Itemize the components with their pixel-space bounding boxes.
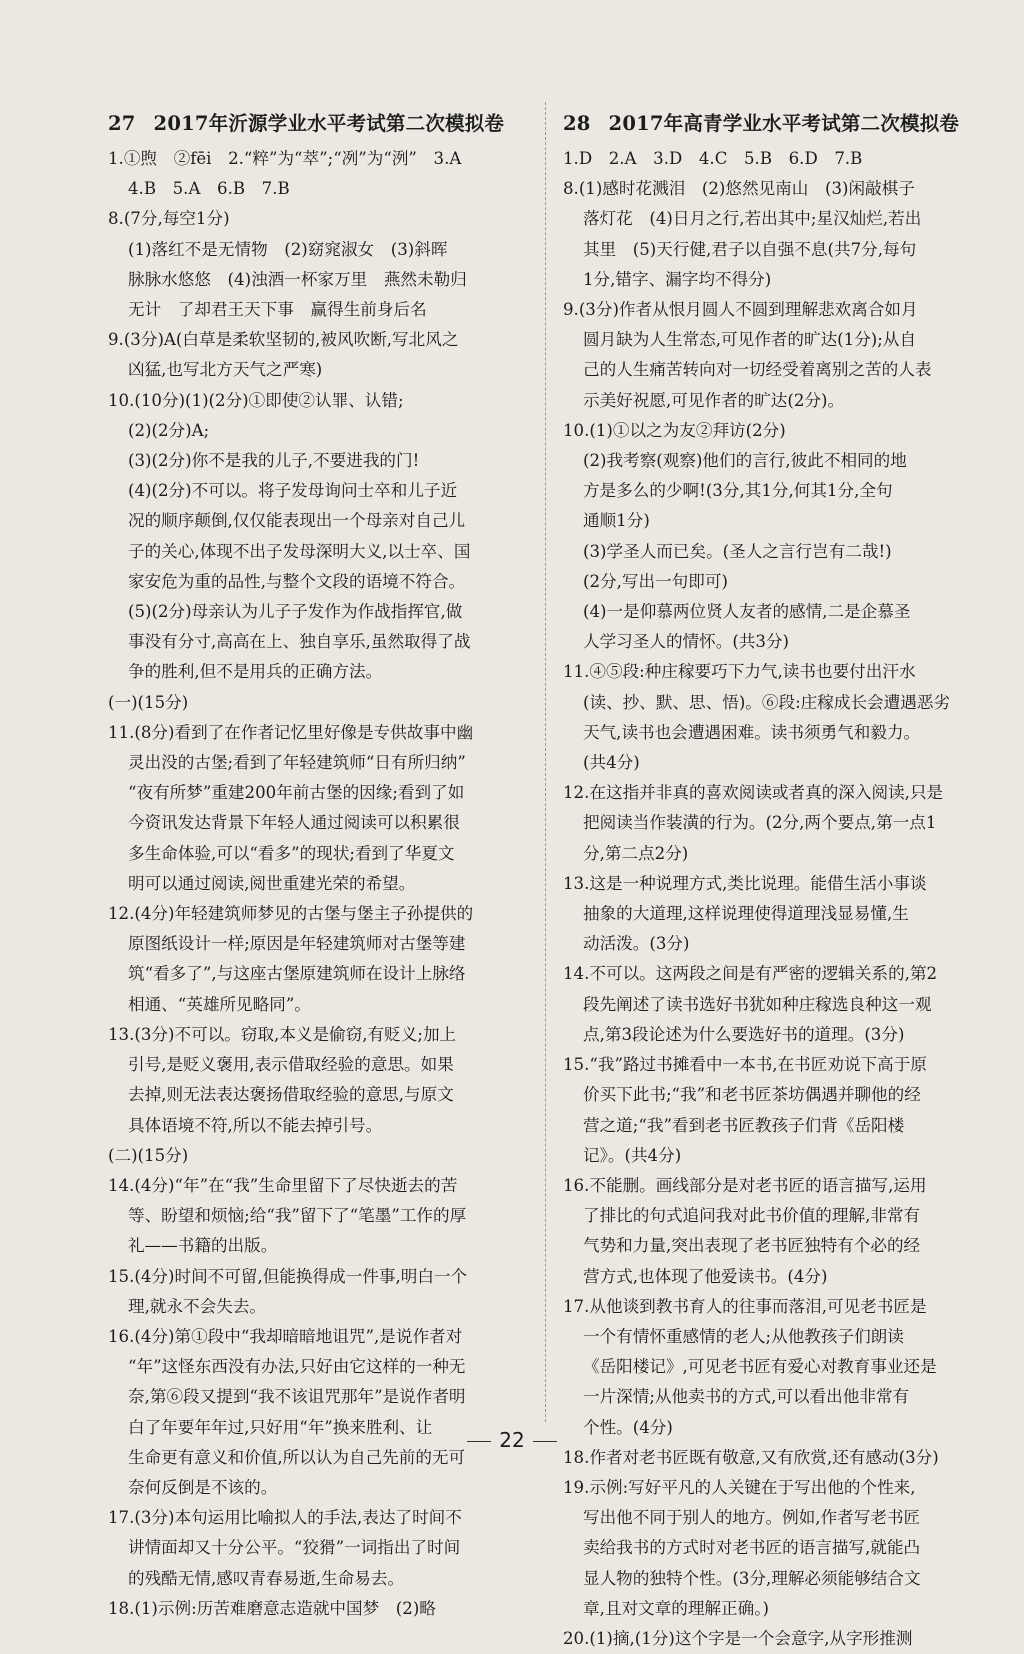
answer-line: 事没有分寸,高高在上、独自享乐,虽然取得了战 bbox=[128, 632, 471, 652]
answer-line: 分,第二点2分) bbox=[583, 843, 689, 863]
answer-line: (一)(15分) bbox=[108, 692, 189, 712]
page-number-dash-left bbox=[467, 1441, 491, 1443]
answer-line: 明可以通过阅读,阅世重建光荣的希望。 bbox=[128, 873, 416, 893]
answer-line: 理,就永不会失去。 bbox=[128, 1296, 267, 1316]
answer-line: 记》。(共4分) bbox=[583, 1145, 682, 1165]
answer-line: 15.“我”路过书摊看中一本书,在书匠劝说下高于原 bbox=[563, 1055, 927, 1075]
answer-line: 奈,第⑥段又提到“我不该诅咒那年”是说作者明 bbox=[128, 1387, 466, 1407]
answer-line: 8.(1)感时花溅泪 (2)悠然见南山 (3)闲敲棋子 bbox=[563, 179, 915, 199]
answer-line: 16.(4分)第①段中“我却暗暗地诅咒”,是说作者对 bbox=[108, 1326, 463, 1346]
answer-line: 礼——书籍的出版。 bbox=[128, 1236, 278, 1256]
page-number bbox=[0, 1428, 1024, 1452]
answer-line: 营之道;“我”看到老书匠教孩子们背《岳阳楼 bbox=[583, 1115, 905, 1135]
answer-line: 17.从他谈到教书育人的往事而落泪,可见老书匠是 bbox=[563, 1296, 927, 1316]
right-column bbox=[563, 108, 993, 1654]
answer-line: (共4分) bbox=[583, 753, 640, 773]
answer-line: 天气,读书也会遭遇困难。读书须勇气和毅力。 bbox=[583, 722, 921, 742]
answer-line: 12.在这指并非真的喜欢阅读或者真的深入阅读,只是 bbox=[563, 783, 944, 803]
right-section-title-text: 2017年高青学业水平考试第二次模拟卷 bbox=[608, 112, 960, 135]
answer-line: 等、盼望和烦恼;给“我”留下了“笔墨”工作的厚 bbox=[128, 1206, 467, 1226]
answer-line: (二)(15分) bbox=[108, 1145, 189, 1165]
answer-line: (3)学圣人而已矣。(圣人之言行岂有二哉!) bbox=[583, 541, 892, 561]
answer-line: 争的胜利,但不是用兵的正确方法。 bbox=[128, 662, 383, 682]
answer-line: 脉脉水悠悠 (4)浊酒一杯家万里 燕然未勒归 bbox=[128, 269, 467, 289]
left-column bbox=[108, 108, 528, 1624]
answer-line: (4)(2分)不可以。将子发母询问士卒和儿子近 bbox=[128, 481, 458, 501]
answer-line: 动活泼。(3分) bbox=[583, 934, 690, 954]
answer-line: (2分,写出一句即可) bbox=[583, 571, 728, 591]
answer-line: 20.(1)摘,(1分)这个字是一个会意字,从字形推测 bbox=[563, 1628, 913, 1648]
answer-line: 8.(7分,每空1分) bbox=[108, 209, 230, 229]
answer-line: (1)落红不是无情物 (2)窈窕淑女 (3)斜晖 bbox=[128, 239, 448, 259]
answer-line: (4)一是仰慕两位贤人友者的感情,二是企慕圣 bbox=[583, 602, 911, 622]
answer-line: 价买下此书;“我”和老书匠茶坊偶遇并聊他的经 bbox=[583, 1085, 921, 1105]
answer-line: 18.作者对老书匠既有敬意,又有欣赏,还有感动(3分) bbox=[563, 1447, 939, 1467]
answer-line: 18.(1)示例:历苦难磨意志造就中国梦 (2)略 bbox=[108, 1598, 436, 1618]
answer-line: 己的人生痛苦转向对一切经受着离别之苦的人表 bbox=[583, 360, 932, 380]
answer-line: 段先阐述了读书选好书犹如种庄稼选良种这一观 bbox=[583, 994, 932, 1014]
answer-line: 14.不可以。这两段之间是有严密的逻辑关系的,第2 bbox=[563, 964, 938, 984]
answer-line: 一片深情;从他卖书的方式,可以看出他非常有 bbox=[583, 1387, 910, 1407]
answer-line: 圆月缺为人生常态,可见作者的旷达(1分);从自 bbox=[583, 330, 917, 350]
answer-line: 落灯花 (4)日月之行,若出其中;星汉灿烂,若出 bbox=[583, 209, 922, 229]
answer-line: 1分,错字、漏字均不得分) bbox=[583, 269, 772, 289]
answer-line: 10.(10分)(1)(2分)①即使②认罪、认错; bbox=[108, 390, 404, 410]
answer-line: 奈何反倒是不该的。 bbox=[128, 1477, 278, 1497]
answer-line: 点,第3段论述为什么要选好书的道理。(3分) bbox=[583, 1024, 905, 1044]
answer-line: (读、抄、默、思、悟)。⑥段:庄稼成长会遭遇恶劣 bbox=[583, 692, 951, 712]
page-number-dash-right bbox=[533, 1441, 557, 1443]
answer-line: 营方式,也体现了他爱读书。(4分) bbox=[583, 1266, 828, 1286]
right-section-number: 28 bbox=[563, 112, 591, 135]
answer-line: 抽象的大道理,这样说理使得道理浅显易懂,生 bbox=[583, 904, 909, 924]
answer-line: 12.(4分)年轻建筑师梦见的古堡与堡主子孙提供的 bbox=[108, 904, 474, 924]
answer-line: 示美好祝愿,可见作者的旷达(2分)。 bbox=[583, 390, 845, 410]
answer-line: 凶猛,也写北方天气之严寒) bbox=[128, 360, 323, 380]
answer-line: 相通、“英雄所见略同”。 bbox=[128, 994, 311, 1014]
answer-line: 况的顺序颠倒,仅仅能表现出一个母亲对自己儿 bbox=[128, 511, 466, 531]
answer-line: (2)(2分)A; bbox=[128, 420, 210, 440]
answer-line: 19.示例:写好平凡的人关键在于写出他的个性来, bbox=[563, 1477, 916, 1497]
page-number-text: 22 bbox=[499, 1428, 525, 1452]
answer-line: 灵出没的古堡;看到了年轻建筑师“日有所归纳” bbox=[128, 753, 466, 773]
right-section-title bbox=[563, 108, 993, 136]
answer-line: 16.不能删。画线部分是对老书匠的语言描写,运用 bbox=[563, 1175, 927, 1195]
answer-line: 引号,是贬义褒用,表示借取经验的意思。如果 bbox=[128, 1055, 454, 1075]
answer-line: “年”这怪东西没有办法,只好由它这样的一种无 bbox=[128, 1357, 466, 1377]
answer-line: 13.这是一种说理方式,类比说理。能借生活小事谈 bbox=[563, 873, 927, 893]
answer-line: 生命更有意义和价值,所以认为自己先前的无可 bbox=[128, 1447, 466, 1467]
answer-line: 17.(3分)本句运用比喻拟人的手法,表达了时间不 bbox=[108, 1508, 462, 1528]
answer-line: 原图纸设计一样;原因是年轻建筑师对古堡等建 bbox=[128, 934, 466, 954]
answer-line: 1.①煦 ②fēi 2.“粹”为“萃”;“冽”为“洌” 3.A bbox=[108, 149, 462, 168]
answer-line: 11.(8分)看到了在作者记忆里好像是专供故事中幽 bbox=[108, 722, 474, 742]
answer-line: 显人物的独特个性。(3分,理解必须能够结合文 bbox=[583, 1568, 921, 1588]
answer-line: 今资讯发达背景下年轻人通过阅读可以积累很 bbox=[128, 813, 460, 833]
answer-line: 其里 (5)天行健,君子以自强不息(共7分,每句 bbox=[583, 239, 917, 259]
answer-line: 通顺1分) bbox=[583, 511, 650, 531]
answer-line: 讲情面却又十分公平。“狡猾”一词指出了时间 bbox=[128, 1538, 461, 1558]
answer-line: (3)(2分)你不是我的儿子,不要进我的门! bbox=[128, 451, 420, 471]
answer-line: 4.B 5.A 6.B 7.B bbox=[128, 179, 290, 199]
answer-line: 的残酷无情,感叹青春易逝,生命易去。 bbox=[128, 1568, 405, 1588]
answer-line: 子的关心,体现不出子发母深明大义,以士卒、国 bbox=[128, 541, 471, 561]
answer-line: 15.(4分)时间不可留,但能换得成一件事,明白一个 bbox=[108, 1266, 468, 1286]
answer-line: 13.(3分)不可以。窃取,本义是偷窃,有贬义;加上 bbox=[108, 1024, 457, 1044]
answer-line: 把阅读当作装潢的行为。(2分,两个要点,第一点1 bbox=[583, 813, 937, 833]
answer-line: 一个有情怀重感情的老人;从他教孩子们朗读 bbox=[583, 1326, 904, 1346]
answer-line: 章,且对文章的理解正确。) bbox=[583, 1598, 769, 1618]
answer-line: 无计 了却君王天下事 赢得生前身后名 bbox=[128, 300, 427, 320]
answer-line: 白了年要年年过,只好用“年”换来胜利、让 bbox=[128, 1417, 433, 1437]
answer-line: 具体语境不符,所以不能去掉引号。 bbox=[128, 1115, 383, 1135]
left-section-title bbox=[108, 108, 528, 136]
answer-line: 筑“看多了”,与这座古堡原建筑师在设计上脉络 bbox=[128, 964, 466, 984]
answer-line: 个性。(4分) bbox=[583, 1417, 673, 1437]
answer-line: 人学习圣人的情怀。(共3分) bbox=[583, 632, 790, 652]
answer-line: 方是多么的少啊!(3分,其1分,何其1分,全句 bbox=[583, 481, 893, 501]
answer-line: 9.(3分)作者从恨月圆人不圆到理解悲欢离合如月 bbox=[563, 300, 918, 320]
left-answer-lines bbox=[108, 144, 528, 1624]
left-section-title-text: 2017年沂源学业水平考试第二次模拟卷 bbox=[153, 112, 505, 135]
answer-line: 气势和力量,突出表现了老书匠独特有个必的经 bbox=[583, 1236, 921, 1256]
answer-line: 家安危为重的品性,与整个文段的语境不符合。 bbox=[128, 571, 466, 591]
column-divider bbox=[545, 102, 546, 1422]
answer-line: 《岳阳楼记》,可见老书匠有爱心对教育事业还是 bbox=[583, 1357, 937, 1377]
answer-line: 9.(3分)A(白草是柔软坚韧的,被风吹断,写北风之 bbox=[108, 330, 459, 350]
answer-line: 去掉,则无法表达褒扬借取经验的意思,与原文 bbox=[128, 1085, 454, 1105]
answer-line: 11.④⑤段:种庄稼要巧下力气,读书也要付出汗水 bbox=[563, 662, 916, 682]
answer-line: “夜有所梦”重建200年前古堡的因缘;看到了如 bbox=[128, 783, 465, 803]
answer-line: 多生命体验,可以“看多”的现状;看到了华夏文 bbox=[128, 843, 455, 863]
answer-line: 14.(4分)“年”在“我”生命里留下了尽快逝去的苦 bbox=[108, 1175, 458, 1195]
answer-line: 了排比的句式追问我对此书价值的理解,非常有 bbox=[583, 1206, 921, 1226]
left-section-number: 27 bbox=[108, 112, 136, 135]
answer-line: 1.D 2.A 3.D 4.C 5.B 6.D 7.B bbox=[563, 149, 863, 168]
answer-line: 10.(1)①以之为友②拜访(2分) bbox=[563, 420, 786, 440]
answer-line: (5)(2分)母亲认为儿子子发作为作战指挥官,做 bbox=[128, 602, 463, 622]
answer-line: 写出他不同于别人的地方。例如,作者写老书匠 bbox=[583, 1508, 921, 1528]
answer-line: (2)我考察(观察)他们的言行,彼此不相同的地 bbox=[583, 451, 907, 471]
answer-line: 卖给我书的方式时对老书匠的语言描写,就能凸 bbox=[583, 1538, 921, 1558]
